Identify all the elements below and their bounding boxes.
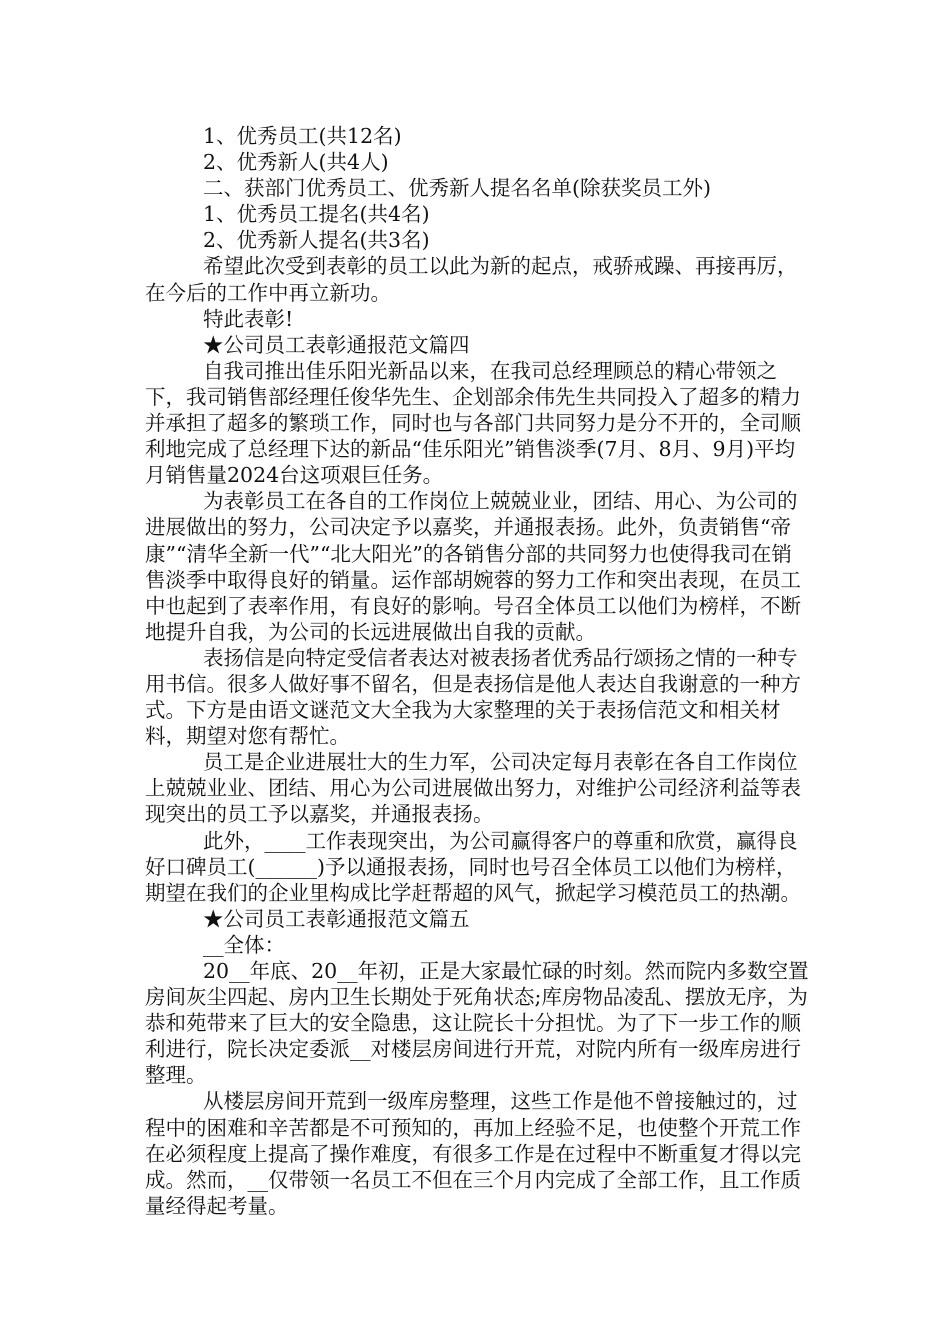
closing-wish-paragraph: 希望此次受到表彰的员工以此为新的起点，戒骄戒躁、再接再厉，在今后的工作中再立新功。 bbox=[145, 254, 798, 305]
award-item-excellent-staff: 1、优秀员工(共12名) bbox=[203, 124, 402, 148]
section-heading-part-four: ★公司员工表彰通报范文篇四 bbox=[203, 332, 470, 357]
body-paragraph: 自我司推出佳乐阳光新品以来，在我司总经理顾总的精心带领之下，我司销售部经理任俊华先生、企划部余伟先生共同投入了超多的精力并承担了超多的繁琐工作，同时也与各部门共同努力是分不开的，全司顺利地完成了总经理下达的新品“佳乐阳光”销售淡季(7月、8月、9月)平均月销售量2024台这项艰巨任务。 bbox=[145, 358, 801, 488]
salutation: __全体： bbox=[203, 932, 285, 957]
body-paragraph: 20__年底、20__年初，正是大家最忙碌的时刻。然而院内多数空置房间灰尘四起、房内卫生长期处于死角状态;库房物品凌乱、摆放无序，为恭和苑带来了巨大的安全隐患，这让院长十分担忧。为了下一步工作的顺利进行，院长决定委派__对楼层房间进行开荒，对院内所有一级库房进行整理。 bbox=[145, 959, 809, 1088]
closing-statement: 特此表彰! bbox=[203, 306, 294, 331]
nomination-item-staff: 1、优秀员工提名(共4名) bbox=[203, 202, 430, 227]
body-paragraph: 表扬信是向特定受信者表达对被表扬者优秀品行颂扬之情的一种专用书信。很多人做好事不留名，但是表扬信是他人表达自我谢意的一种方式。下方是由语文谜范文大全我为大家整理的关于表扬信范文和相关材料，期望对您有帮忙。 bbox=[145, 645, 801, 749]
body-paragraph: 从楼层房间开荒到一级库房整理，这些工作是他不曾接触过的，过程中的困难和辛苦都是不可预知的，再加上经验不足，也使整个开荒工作在必须程度上提高了操作难度，有很多工作是在过程中不断重复才得以完成。然而，__仅带领一名员工不但在三个月内完成了全部工作，且工作质量经得起考量。 bbox=[145, 1089, 801, 1218]
body-paragraph: 员工是企业进展壮大的生力军，公司决定每月表彰在各自工作岗位上兢兢业业、团结、用心为公司进展做出努力，对维护公司经济利益等表现突出的员工予以嘉奖，并通报表扬。 bbox=[145, 750, 801, 827]
section-heading-nominations: 二、获部门优秀员工、优秀新人提名名单(除获奖员工外) bbox=[203, 176, 711, 201]
nomination-item-newcomer: 2、优秀新人提名(共3名) bbox=[203, 228, 430, 253]
body-paragraph: 为表彰员工在各自的工作岗位上兢兢业业，团结、用心、为公司的进展做出的努力，公司决定予以嘉奖，并通报表扬。此外，负责销售“帝康”“清华全新一代”“北大阳光”的各销售分部的共同努力也使得我司在销售淡季中取得良好的销量。运作部胡婉蓉的努力工作和突出表现，在员工中也起到了表率作用，有良好的影响。号召全体员工以他们为榜样，不断地提升自我，为公司的长远进展做出自我的贡献。 bbox=[145, 489, 801, 644]
award-item-excellent-newcomer: 2、优秀新人(共4人) bbox=[203, 150, 389, 175]
document-body bbox=[145, 123, 810, 1219]
section-heading-part-five: ★公司员工表彰通报范文篇五 bbox=[203, 906, 470, 931]
body-paragraph: 此外，____工作表现突出，为公司赢得客户的尊重和欣赏，赢得良好口碑员工(______)予以通报表扬，同时也号召全体员工以他们为榜样，期望在我们的企业里构成比学赶帮超的风气，掀起学习模范员工的热潮。 bbox=[145, 828, 801, 905]
